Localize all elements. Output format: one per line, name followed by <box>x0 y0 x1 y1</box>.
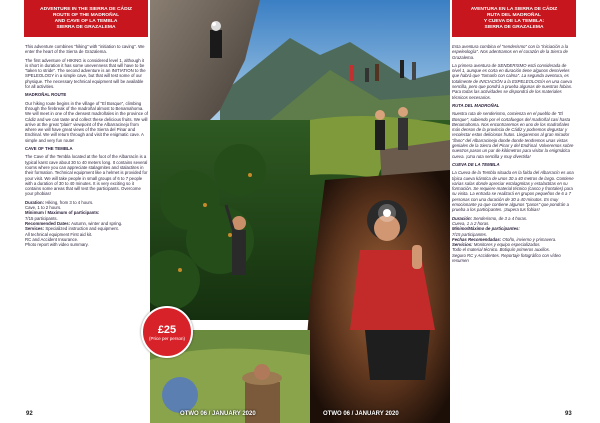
info-line: Seguro RC y Accidentes. Reportaje fotográfico con vídeo resumen <box>452 252 561 263</box>
route-paragraph: Nuestra ruta de senderismo, comienza en el pueblo de "El Bosque", subiendo por el cortafuegos del madroñal casi hasta Benamahoma. Nos encontraremos en uno de los madroñales más densos de la provincia de Cádiz y podremos degustar y recolectar estos deliciosos frutos. Llegaremos al gran mirador "llano" del Albarracinejo donde donde tendremos unas vistas geniales de la Sierra del Pinar y del Endrinal. Volveremos sobre nuestros pasos un par de kilómetros para visitar la enigmática cueva. ¡Una ruta sencilla y muy divertida! <box>452 111 574 159</box>
cave-heading: CUEVA DE LA TEMBLA <box>452 161 500 167</box>
banner-line: AND CAVE OF LA TEMBLA <box>54 18 118 24</box>
intro-paragraph: Esta aventura combina el "senderismo" con la "iniciación a la espeleología". Nos adentramos en el corazón de la Sierra de Grazalema. <box>452 44 569 60</box>
info-block <box>25 200 148 248</box>
info-line: Duración: Senderismo, de 3 a 4 horas. <box>452 215 528 221</box>
info-line: 7/15 participants. <box>25 215 58 221</box>
banner-line: AVENTURA EN LA SIERRA DE CÁDIZ <box>470 6 558 12</box>
info-line: RC and Accident Insurance. <box>25 236 79 242</box>
banner-line: SIERRA DE GRAZALEMA <box>56 24 116 30</box>
price-amount: £25 <box>157 323 177 336</box>
spanish-article <box>452 44 576 263</box>
info-line: Mínimo/Máximo de participantes: <box>452 226 520 232</box>
info-line: Services: Specialized instruction and equipment. <box>25 226 119 232</box>
page-number-right: 93 <box>565 411 572 417</box>
info-line: Servicios: Monitores y equipo especializados. <box>452 242 541 248</box>
cave-paragraph: The Cave of the Tembla located at the foot of the Albarracín is a typical karst cave about 30 to 40 meters long. It contains several rooms where you can appreciate stalagmites and stalactites in their formation. Technical equipment like a helmet is provided for your visit. We will take people in small groups of 6 to 7 people with a duration of 30 to 40 minutes. It is very exciting so it contains some areas that will test the participants. Overcome your phobias! <box>25 154 148 197</box>
photo-collage <box>150 0 450 423</box>
intro-paragraph: La primera aventura de SENDERISMO está considerada de nivel 1, aunque es corta en duración tiene algunos desniveles que habrá que "tomarlo con calma". La segunda aventura, es totalmente de INICIACIÓN a la ESPELEOLOGÍA en una cueva sencilla, pero que pondrá a prueba algunas de nuestras fobias. Para todas las actividades se dispondrá de los materiales técnicos necesarios. <box>452 62 573 100</box>
page-number-left: 92 <box>26 411 33 417</box>
banner-line: RUTA DEL MADROÑAL <box>487 12 541 18</box>
banner-line: ROUTE OF THE MADROÑAL <box>52 12 120 18</box>
info-line: Duration: Hiking, from 3 to 4 hours. <box>25 199 94 205</box>
banner-line: ADVENTURE IN THE SIERRA DE CÁDIZ <box>40 6 132 12</box>
info-line: Minimum / Maximum of participants: <box>25 210 100 216</box>
english-article <box>25 44 148 247</box>
price-note: (Price per person) <box>148 335 185 341</box>
footer-left: OTWO 06 / JANUARY 2020 <box>180 411 256 417</box>
route-heading: RUTA DEL MADROÑAL <box>452 102 500 108</box>
info-line: 7/15 participantes. <box>452 231 488 237</box>
cave-paragraph: La Cueva de la Tembla situada en la falda del Albarracín es una típica cueva kárstica de unos 30 a 40 metros de largo. Contiene varias salas donde apreciar estalagmitas y estalactitas en su formación. Se requiere material técnico (casco y frontales) para su visita. La entrada se realizará en grupos pequeños de 6 a 7 personas con una duración de 30 a 40 minutos. Es muy emocionante ya que contiene algunos "pasos" que pondrán a prueba a los participantes. ¡Supera tus fobias! <box>452 170 574 213</box>
info-line: Photo report with video summary. <box>25 242 89 248</box>
route-heading: MADROÑAL ROUTE <box>25 92 67 98</box>
info-line: Fechas Recomendadas: Otoño, invierno y primavera. <box>452 236 557 242</box>
route-paragraph: Our hiking route begins in the village of "El Bosque", climbing through the firebreak of the madroñal almost to Benamahoma. We will meet in one of the densest madroñales in the province of Cádiz and we can taste and collect these delicious fruits. We will arrive at the great "plain" viewpoint of the Albarracinejo from where we will have great views of the Sierra del Pinar and Endrinal. We will return through and visit the enigmatic cave. A simple and very fun route! <box>25 100 148 143</box>
info-line: Recommended Dates: Autumn, winter and spring. <box>25 220 123 226</box>
info-block <box>452 216 576 264</box>
banner-line: Y CUEVA DE LA TEMBLA: <box>483 18 545 24</box>
info-line: Cueva, 1 a 2 horas. <box>452 220 490 226</box>
price-badge <box>141 306 193 358</box>
info-line: Cave, 1 to 2 hours. <box>25 205 62 211</box>
spanish-title-banner <box>452 0 576 37</box>
footer-right: OTWO 06 / JANUARY 2020 <box>323 411 399 417</box>
info-line: All technical equipment First aid kit. <box>25 231 93 237</box>
intro-paragraph: The first adventure of HIKING is considered level 1, although it is short in duration it has some unevenness that will have to be "taken to stride". The second adventure is an INITIATION to the SPELEOLOGY in a simple cave, but that will test some of our physique. The necessary technical equipment will be available for all activities. <box>25 57 146 90</box>
english-title-banner <box>24 0 148 37</box>
caver-climbing <box>210 21 222 58</box>
cave-heading: CAVE OF THE TEMBLA <box>25 146 73 152</box>
info-line: Todo el material técnico. Botiquín primeros auxilios. <box>452 247 551 253</box>
banner-line: SIERRA DE GRAZALEMA <box>484 24 544 30</box>
intro-paragraph: This adventure combines "hiking" with "initiation to caving". We enter the heart of the Sierra de Grazalema. <box>25 44 145 55</box>
